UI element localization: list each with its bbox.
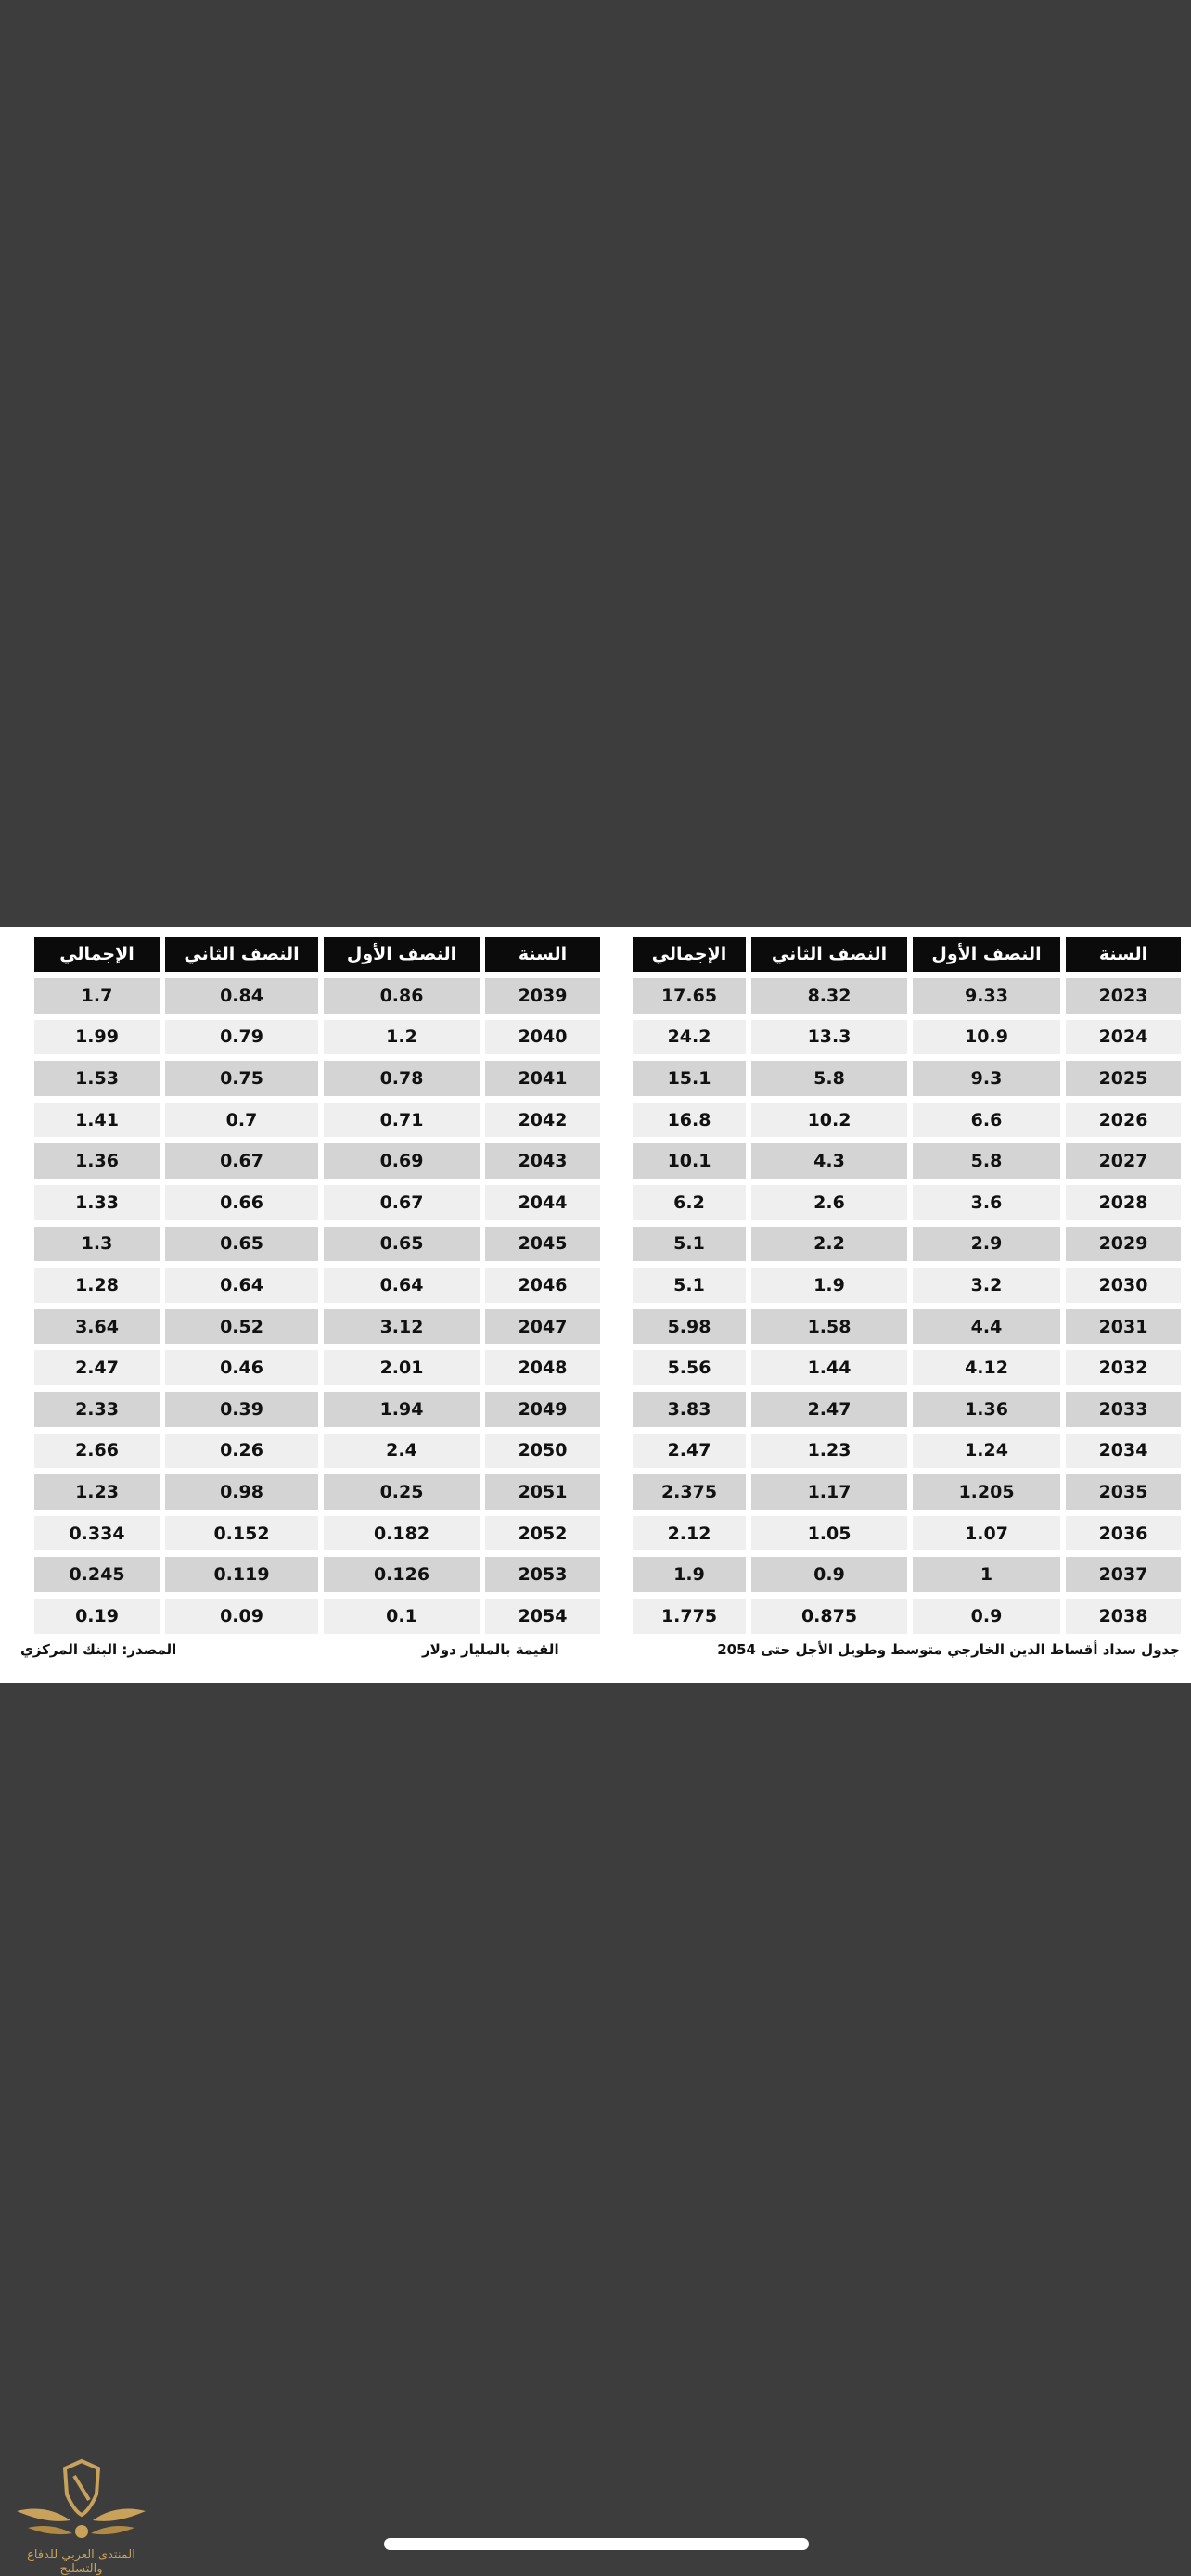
table-row <box>617 1516 1181 1551</box>
table-cell: 1.205 <box>913 1474 1060 1510</box>
table-cell: 2044 <box>485 1185 600 1220</box>
table-cell: 2.2 <box>751 1227 907 1262</box>
table-cell: 2.4 <box>324 1434 480 1469</box>
table-cell: 1.775 <box>633 1599 746 1634</box>
table-cell: 6.2 <box>633 1185 746 1220</box>
table-cell: 0.875 <box>751 1599 907 1634</box>
unit-note: القيمة بالمليار دولار <box>422 1641 559 1658</box>
table-cell: 1.9 <box>633 1557 746 1592</box>
watermark-text: المنتدى العربي للدفاع والتسليح <box>27 2548 135 2576</box>
table-cell: 3.6 <box>913 1185 1060 1220</box>
column-header: النصف الأول <box>913 937 1060 972</box>
table-cell: 0.84 <box>165 978 318 1014</box>
table-row <box>617 1020 1181 1055</box>
source-note: المصدر: البنك المركزي <box>20 1641 177 1658</box>
table-cell: 1.7 <box>34 978 160 1014</box>
table-cell: 1.2 <box>324 1020 480 1055</box>
table-cell: 0.67 <box>165 1143 318 1179</box>
table-row <box>23 1103 600 1138</box>
table-cell: 9.3 <box>913 1061 1060 1096</box>
table-row <box>23 1392 600 1427</box>
table-cell: 0.64 <box>324 1268 480 1303</box>
table-cell: 2042 <box>485 1103 600 1138</box>
table-cell: 2023 <box>1066 978 1181 1014</box>
table-cell: 0.245 <box>34 1557 160 1592</box>
table-row <box>23 1434 600 1469</box>
column-header: النصف الثاني <box>751 937 907 972</box>
table-cell: 15.1 <box>633 1061 746 1096</box>
table-cell: 0.65 <box>165 1227 318 1262</box>
debt-schedule-card <box>0 927 1191 1683</box>
table-row <box>617 1061 1181 1096</box>
home-indicator[interactable] <box>384 2538 809 2550</box>
table-row <box>617 1392 1181 1427</box>
table-cell: 0.119 <box>165 1557 318 1592</box>
table-cell: 1.36 <box>913 1392 1060 1427</box>
table-cell: 5.1 <box>633 1268 746 1303</box>
table-row <box>617 1103 1181 1138</box>
table-cell: 2039 <box>485 978 600 1014</box>
table-cell: 5.1 <box>633 1227 746 1262</box>
table-cell: 2049 <box>485 1392 600 1427</box>
table-cell: 2046 <box>485 1268 600 1303</box>
table-cell: 2024 <box>1066 1020 1181 1055</box>
column-header: النصف الأول <box>324 937 480 972</box>
table-cell: 2033 <box>1066 1392 1181 1427</box>
table-cell: 4.4 <box>913 1309 1060 1345</box>
table-cell: 0.126 <box>324 1557 480 1592</box>
table-cell: 2.375 <box>633 1474 746 1510</box>
table-cell: 0.46 <box>165 1350 318 1385</box>
table-cell: 2038 <box>1066 1599 1181 1634</box>
table-cell: 0.52 <box>165 1309 318 1345</box>
table-cell: 5.8 <box>751 1061 907 1096</box>
table-cell: 9.33 <box>913 978 1060 1014</box>
debt-table-2023-2038 <box>617 937 1181 1640</box>
table-cell: 2.6 <box>751 1185 907 1220</box>
table-cell: 10.1 <box>633 1143 746 1179</box>
table-row <box>617 1350 1181 1385</box>
table-row <box>617 1309 1181 1345</box>
table-cell: 2041 <box>485 1061 600 1096</box>
table-header-row <box>23 937 600 972</box>
table-cell: 3.64 <box>34 1309 160 1345</box>
table-cell: 2.47 <box>633 1434 746 1469</box>
table-cell: 2035 <box>1066 1474 1181 1510</box>
table-cell: 2.01 <box>324 1350 480 1385</box>
table-cell: 1.23 <box>34 1474 160 1510</box>
debt-table-2039-2054 <box>23 937 600 1640</box>
table-cell: 10.9 <box>913 1020 1060 1055</box>
table-cell: 0.152 <box>165 1516 318 1551</box>
table-cell: 2032 <box>1066 1350 1181 1385</box>
table-cell: 13.3 <box>751 1020 907 1055</box>
table-cell: 0.64 <box>165 1268 318 1303</box>
table-cell: 1.3 <box>34 1227 160 1262</box>
column-header: الإجمالي <box>34 937 160 972</box>
table-cell: 0.39 <box>165 1392 318 1427</box>
table-cell: 2043 <box>485 1143 600 1179</box>
table-row <box>23 1268 600 1303</box>
table-cell: 17.65 <box>633 978 746 1014</box>
table-cell: 2047 <box>485 1309 600 1345</box>
table-cell: 0.71 <box>324 1103 480 1138</box>
table-cell: 16.8 <box>633 1103 746 1138</box>
table-row <box>617 1185 1181 1220</box>
table-cell: 5.8 <box>913 1143 1060 1179</box>
table-cell: 0.66 <box>165 1185 318 1220</box>
table-header-row <box>617 937 1181 972</box>
table-cell: 0.98 <box>165 1474 318 1510</box>
table-cell: 4.12 <box>913 1350 1060 1385</box>
table-cell: 1.9 <box>751 1268 907 1303</box>
table-cell: 2037 <box>1066 1557 1181 1592</box>
table-cell: 3.2 <box>913 1268 1060 1303</box>
table-row <box>23 1516 600 1551</box>
table-cell: 2045 <box>485 1227 600 1262</box>
table-cell: 3.12 <box>324 1309 480 1345</box>
table-cell: 1.36 <box>34 1143 160 1179</box>
table-cell: 2.47 <box>751 1392 907 1427</box>
table-cell: 1.53 <box>34 1061 160 1096</box>
table-row <box>23 1309 600 1345</box>
table-cell: 4.3 <box>751 1143 907 1179</box>
table-cell: 0.65 <box>324 1227 480 1262</box>
table-cell: 1.41 <box>34 1103 160 1138</box>
table-cell: 1.28 <box>34 1268 160 1303</box>
table-cell: 24.2 <box>633 1020 746 1055</box>
table-cell: 2031 <box>1066 1309 1181 1345</box>
column-header: النصف الثاني <box>165 937 318 972</box>
table-row <box>23 1185 600 1220</box>
table-row <box>23 1227 600 1262</box>
table-cell: 1.23 <box>751 1434 907 1469</box>
table-cell: 2052 <box>485 1516 600 1551</box>
table-row <box>617 1599 1181 1634</box>
table-cell: 0.86 <box>324 978 480 1014</box>
table-cell: 0.26 <box>165 1434 318 1469</box>
table-cell: 2050 <box>485 1434 600 1469</box>
table-cell: 2026 <box>1066 1103 1181 1138</box>
table-cell: 1.07 <box>913 1516 1060 1551</box>
table-cell: 5.56 <box>633 1350 746 1385</box>
table-cell: 0.334 <box>34 1516 160 1551</box>
table-cell: 5.98 <box>633 1309 746 1345</box>
table-row <box>23 1557 600 1592</box>
table-cell: 2.12 <box>633 1516 746 1551</box>
table-row <box>23 1350 600 1385</box>
table-cell: 1.99 <box>34 1020 160 1055</box>
table-cell: 2040 <box>485 1020 600 1055</box>
table-row <box>617 1143 1181 1179</box>
table-cell: 0.79 <box>165 1020 318 1055</box>
column-header: الإجمالي <box>633 937 746 972</box>
table-cell: 2028 <box>1066 1185 1181 1220</box>
table-row <box>617 1227 1181 1262</box>
table-cell: 2048 <box>485 1350 600 1385</box>
table-cell: 6.6 <box>913 1103 1060 1138</box>
table-row <box>23 1020 600 1055</box>
table-cell: 1.24 <box>913 1434 1060 1469</box>
table-cell: 2.47 <box>34 1350 160 1385</box>
table-cell: 1.17 <box>751 1474 907 1510</box>
table-cell: 0.69 <box>324 1143 480 1179</box>
table-cell: 0.25 <box>324 1474 480 1510</box>
table-row <box>617 1474 1181 1510</box>
table-cell: 0.78 <box>324 1061 480 1096</box>
table-cell: 2029 <box>1066 1227 1181 1262</box>
table-row <box>23 1061 600 1096</box>
table-cell: 0.09 <box>165 1599 318 1634</box>
table-cell: 0.182 <box>324 1516 480 1551</box>
table-cell: 0.67 <box>324 1185 480 1220</box>
table-cell: 0.1 <box>324 1599 480 1634</box>
table-cell: 2053 <box>485 1557 600 1592</box>
table-cell: 2054 <box>485 1599 600 1634</box>
table-cell: 0.9 <box>913 1599 1060 1634</box>
table-row <box>617 1268 1181 1303</box>
table-cell: 2025 <box>1066 1061 1181 1096</box>
table-title: جدول سداد أقساط الدين الخارجي متوسط وطويل الأجل حتى 2054 <box>717 1641 1180 1658</box>
table-cell: 1.33 <box>34 1185 160 1220</box>
table-cell: 2.33 <box>34 1392 160 1427</box>
table-cell: 1.05 <box>751 1516 907 1551</box>
table-row <box>23 1474 600 1510</box>
table-row <box>23 1599 600 1634</box>
table-cell: 0.7 <box>165 1103 318 1138</box>
table-cell: 8.32 <box>751 978 907 1014</box>
table-row <box>617 978 1181 1014</box>
table-cell: 1.44 <box>751 1350 907 1385</box>
table-cell: 1 <box>913 1557 1060 1592</box>
table-row <box>23 978 600 1014</box>
table-cell: 2.66 <box>34 1434 160 1469</box>
table-cell: 1.58 <box>751 1309 907 1345</box>
table-cell: 2034 <box>1066 1434 1181 1469</box>
column-header: السنة <box>485 937 600 972</box>
table-cell: 0.9 <box>751 1557 907 1592</box>
table-cell: 2051 <box>485 1474 600 1510</box>
table-cell: 2027 <box>1066 1143 1181 1179</box>
table-cell: 0.75 <box>165 1061 318 1096</box>
table-cell: 1.94 <box>324 1392 480 1427</box>
table-row <box>23 1143 600 1179</box>
table-cell: 2.9 <box>913 1227 1060 1262</box>
table-cell: 2036 <box>1066 1516 1181 1551</box>
table-cell: 3.83 <box>633 1392 746 1427</box>
table-cell: 0.19 <box>34 1599 160 1634</box>
table-cell: 10.2 <box>751 1103 907 1138</box>
table-row <box>617 1557 1181 1592</box>
table-row <box>617 1434 1181 1469</box>
column-header: السنة <box>1066 937 1181 972</box>
table-cell: 2030 <box>1066 1268 1181 1303</box>
